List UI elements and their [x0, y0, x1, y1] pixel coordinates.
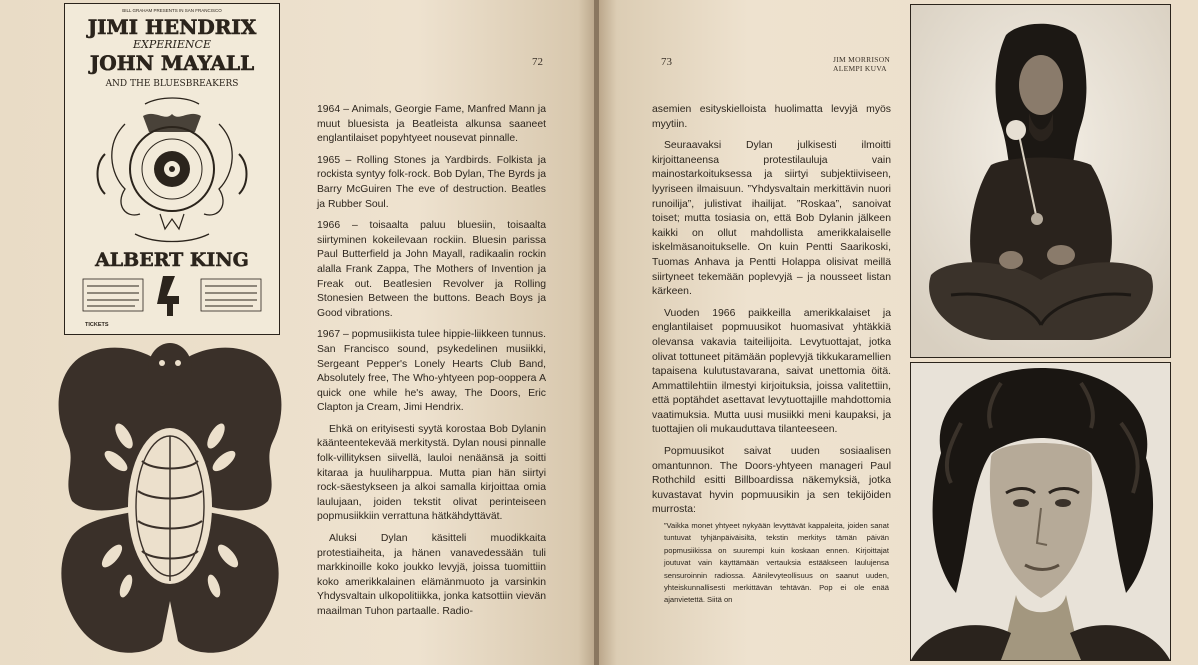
- concert-poster-art: [65, 4, 279, 334]
- poster-line3: JOHN MAYALL: [89, 51, 255, 75]
- left-paragraph: Ehkä on erityisesti syytä korostaa Bob Dylanin käänteentekevää merkitystä. Dylan nousi pinnalle folk-villityksen siivellä, lauloi nenäänsä ja soitti kitaraa ja huuliharppua. Mutta pian hän siirtyi rock-säestykseen ja alkoi samalla kirjoittaa omia laulujaan, joiden tekstit olivat perinteiseen popmusiikkiin verrattuna hätkähdyttävät.: [317, 423, 546, 523]
- photo-seated-musician-art: [911, 5, 1170, 357]
- left-paragraph: 1965 – Rolling Stones ja Yardbirds. Folkista ja rockista syntyy folk-rock. Bob Dylan, The Byrds ja Barry McGuiren The eve of destruction. Beatles ja Rubber Soul.: [317, 154, 546, 210]
- right-paragraph: asemien esityskielloista huolimatta levyjä myös myytiin.: [652, 104, 891, 130]
- poster-tickets: TICKETS: [85, 322, 109, 328]
- left-paragraph: Aluksi Dylan käsitteli muodikkaita protestiaiheita, ja hänen vanavedessään tuli markkinoille koko joukko levyjä, joissa tuomittiin koko amerikkalainen elämänmuoto ja varsinkin Yhdysvaltain ulkopolitiikka, jonka katsottiin vievän maailman Tuhon partaalle. Radio-: [317, 533, 546, 617]
- concert-poster: [64, 3, 280, 335]
- page-number-left: 72: [532, 56, 543, 68]
- poster-line2: EXPERIENCE: [132, 38, 212, 51]
- butterfly-poster: [52, 341, 288, 661]
- poster-line1: JIMI HENDRIX: [87, 15, 257, 39]
- left-paragraph: 1967 – popmusiikista tulee hippie-liikkeen tunnus. San Francisco sound, psykedelinen musiikki, Sergeant Pepper's Lonely Hearts Club Band, Absolutely free, The Who-yhtyeen pop-ooppera A quick one while he's away, The Doors, Eric Clapton ja Cream, Jimi Hendrix.: [317, 329, 546, 414]
- poster-line5: ALBERT KING: [95, 249, 249, 271]
- photo-seated-musician: [910, 4, 1171, 358]
- right-paragraph: Seuraavaksi Dylan julkisesti ilmoitti kirjoittaneensa protestilauluja vain mainostarkoituksessa ja siirtyi subjektiiviseen, lyyriseen ilmaisuun. ”Yhdysvaltain merkittävin nuori runoilija”, julistivat ihailijat. ”Roskaa”, sanoivat toiset; mutta tosiasia on, että Bob Dylanin jälkeen kaikki on ollut mahdollista amerikkalaiselle iskelmäsanoitukselle. On kuin Pentti Saarikoski, Tuomas Anhava ja Pentti Holappa olisivat meillä siirtyneet tekemään poplevyjä – ja nousseet listan kärkeen.: [652, 140, 891, 298]
- page-number-right: 73: [661, 56, 672, 68]
- quote-block: ”Vaikka monet yhtyeet nykyään levyttävät kappaleita, joiden sanat tuntuvat tyhjänpäiväisiltä, tekstin merkitys tämän päivän popmusiikissa on suurempi kuin koskaan ennen. Kirjoittajat joutuvat vain käyttämään vertauksia estääkseen laulujensa sensuroinnin radiossa. Äänilevyteollisuus on saanut uuden, yhteiskunnallisesti merkittävän tehtävän. Pop ei ole enää ajanvietettä. Siitä on: [664, 521, 889, 605]
- photo-caption-line2: ALEMPI KUVA: [833, 64, 887, 73]
- left-text-column: [317, 103, 546, 627]
- poster-line4: AND THE BLUESBREAKERS: [105, 79, 239, 89]
- left-paragraph: 1964 – Animals, Georgie Fame, Manfred Mann ja muut bluesista ja Beatleista alkunsa saaneet englantilaiset popyhtyeet nousevat pinnalle.: [317, 104, 546, 145]
- photo-jim-morrison: [910, 362, 1171, 661]
- photo-caption: [833, 55, 890, 73]
- left-page: [0, 0, 596, 665]
- photo-caption-line1: JIM MORRISON: [833, 55, 891, 64]
- poster-header: BILL GRAHAM PRESENTS IN SAN FRANCISCO: [122, 8, 222, 13]
- left-paragraph: 1966 – toisaalta paluu bluesiin, toisaalta siirtyminen kokeilevaan rockiin. Bluesin parissa Paul Butterfield ja John Mayall, radikaalin rockin alalla Frank Zappa, The Mothers of Invention ja Freak out. Beatlesien Revolver ja Rolling Stonesien Between the buttons. Beach Boys ja Good vibrations.: [317, 220, 546, 319]
- butterfly-art: [52, 341, 288, 661]
- right-paragraph: Vuoden 1966 paikkeilla amerikkalaiset ja englantilaiset popmuusikot huomasivat yhtäkkiä olevansa vakavia taiteilijoita. Levytuottajat, jotka olivat tottuneet pitämään poplevyjä tikkukaramellien tapaisena kulutustavarana, saivat unettomia öitä. Ammattilehtiin ilmestyi kirjoituksia, joissa valitettiin, että poptähdet asettavat levytuottajille mahdottomia vaatimuksia. Mutta uusi musiikki meni kaupaksi, ja tuottajien oli mukauduttava tilanteeseen.: [652, 307, 891, 436]
- photo-jim-morrison-art: [911, 363, 1170, 660]
- right-paragraph: Popmuusikot saivat uuden sosiaalisen omantunnon. The Doors-yhtyeen manageri Paul Rothchild esitti Billboardissa näkemyksiä, jotka kuvastavat hyvin popmuusikin ja sen tekijöiden murrosta:: [652, 446, 891, 516]
- right-text-column: [652, 103, 891, 525]
